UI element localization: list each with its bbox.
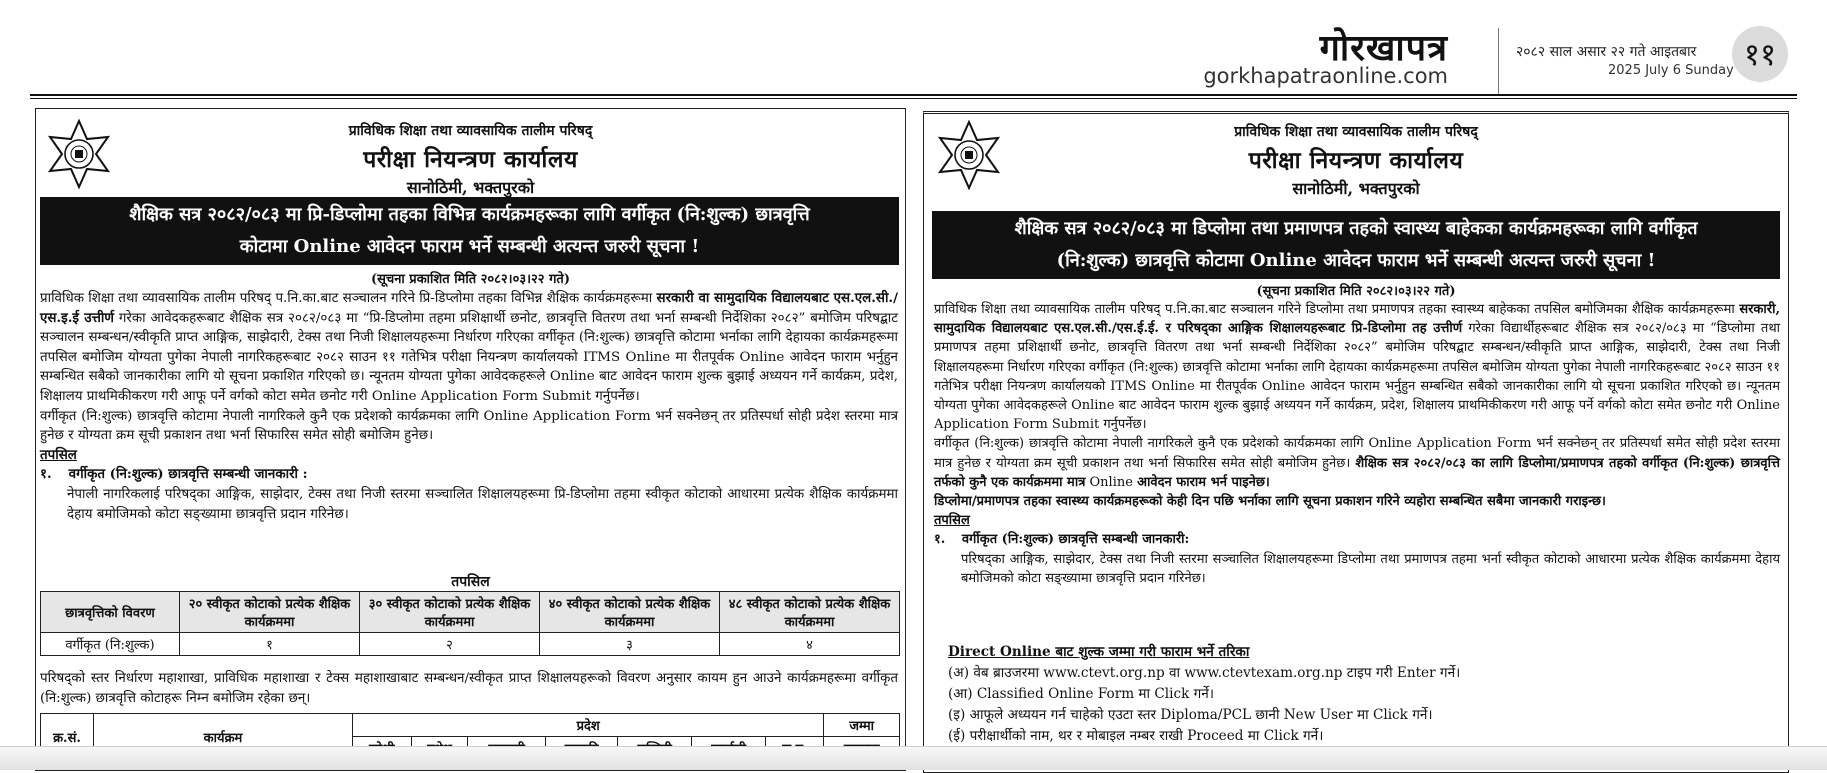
item-1-text: परिषद्का आङ्गिक, साझेदार, टेक्स तथा निजी स्तरमा सञ्चालित शिक्षालयहरूमा डिप्लोमा तथा प्रमाणपत्र तहमा भर्ना स्वीकृत कोटाको आधारमा प्रत्येक शैक्षिक कार्यक्रममा देहाय बमोजिमको कोटा सङ्ख्यामा छात्रवृत्ति प्रदान गरिनेछ। bbox=[961, 551, 1780, 586]
tapasil-heading: तपसिल bbox=[40, 446, 77, 463]
steps-title: Direct Online बाट शुल्क जम्मा गरी फाराम भर्ने तरिका bbox=[948, 644, 1250, 660]
tapasil-heading: तपसिल bbox=[934, 513, 970, 529]
publish-date: (सूचना प्रकाशित मिति २०८२।०३।२२ गते) bbox=[1256, 284, 1456, 299]
item-1-text: नेपाली नागरिकलाई परिषद्का आङ्गिक, साझेदार, टेक्स तथा निजी स्तरमा सञ्चालित शिक्षालयहरूमा प्रि-डिप्लोमा तहमा स्वीकृत कोटाको आधारमा प्रत्येक शैक्षिक कार्यक्रममा देहाय बमोजिमको कोटा सङ्ख्यामा छात्रवृत्ति प्रदान गरिनेछ। bbox=[67, 486, 898, 522]
notice-body bbox=[934, 300, 1780, 588]
publish-date: (सूचना प्रकाशित मिति २०८२।०३।२२ गते) bbox=[371, 272, 570, 287]
table-cell: ४ bbox=[720, 633, 900, 656]
council-name: प्राविधिक शिक्षा तथा व्यावसायिक तालीम परिषद् bbox=[348, 123, 593, 139]
table-header: ४८ स्वीकृत कोटाको प्रत्येक शैक्षिक कार्यक्रममा bbox=[720, 592, 900, 633]
step-item: (अ) वेब ब्राउजरमा www.ctevt.org.np वा www.ctevtexam.org.np टाइप गरी Enter गर्ने। bbox=[948, 665, 1461, 681]
body-paragraph-3: डिप्लोमा/प्रमाणपत्र तहका स्वास्थ्य कार्यक्रमहरूको केही दिन पछि भर्नाका लागि सूचना प्रकाशन गरिने व्यहोरा सम्बन्धित सबैमा जानकारी गराइन्छ। bbox=[934, 494, 1606, 510]
table-cell: वर्गीकृत (नि:शुल्क) bbox=[41, 633, 180, 656]
notice-title-banner bbox=[40, 197, 899, 265]
banner-line-1: शैक्षिक सत्र २०८२/०८३ मा प्रि-डिप्लोमा तहका विभिन्न कार्यक्रमहरूका लागि वर्गीकृत (नि:शुल्क) छात्रवृत्ति bbox=[129, 204, 810, 225]
notice-header bbox=[924, 122, 1788, 199]
masthead-rule-top bbox=[30, 94, 1797, 96]
body-paragraph-2: वर्गीकृत (नि:शुल्क) छात्रवृत्ति कोटामा नेपाली नागरिकले कुनै एक प्रदेशको कार्यक्रमका लागि Online Application Form भर्न सक्नेछन् तर प्रतिस्पर्धा सोही प्रदेश स्तरमा मात्र हुनेछ र योग्यता क्रम सूची प्रकाशन तथा भर्ना सिफारिस समेत सोही बमोजिम हुनेछ। bbox=[40, 408, 898, 444]
step-item: (आ) Classified Online Form मा Click गर्ने। bbox=[948, 686, 1214, 702]
masthead-divider bbox=[1498, 28, 1499, 96]
notice-pre-diploma bbox=[35, 108, 906, 771]
banner-line-1: शैक्षिक सत्र २०८२/०८३ मा डिप्लोमा तथा प्रमाणपत्र तहको स्वास्थ्य बाहेकका कार्यक्रमहरूका लागि वर्गीकृत bbox=[1014, 218, 1698, 239]
body-paragraph-1: प्राविधिक शिक्षा तथा व्यावसायिक तालीम परिषद् प.नि.का.बाट सञ्चालन गरिने डिप्लोमा तथा प्रमाणपत्र तहका स्वास्थ्य बाहेकका तपसिल बमोजिमका शैक्षिक कार्यक्रमहरूमा सरकारी, सामुदायिक विद्यालयबाट एस.एल.सी./एस.ई.ई. र परिषद्का आङ्गिक शिक्षालयहरूबाट प्रि-डिप्लोमा तह उत्तीर्ण गरेका विद्यार्थीहरूबाट शैक्षिक सत्र २०८२/०८३ मा “डिप्लोमा तथा प्रमाणपत्र तहमा प्रशिक्षार्थी छनोट, छात्रवृत्ति वितरण तथा भर्ना सम्बन्धी निर्देशिका २०८२” बमोजिम परिषद्बाट सम्बन्धन/स्वीकृति प्राप्त आङ्गिक, साझेदारी, टेक्स तथा निजी शिक्षालयहरूमा निर्धारण गरिएका वर्गीकृत (नि:शुल्क) छात्रवृत्ति कोटामा भर्नाका लागि देहायका कार्यक्रमहरूमा तपसिल बमोजिम योग्यता पुगेका नेपाली नागरिकहरूबाट २०८२ साउन ११ गतेभित्र परीक्षा नियन्त्रण कार्यालयको ITMS Online मा रीतपूर्वक Online आवेदन फाराम भर्नुहुन सम्बन्धित सबैको जानकारीका लागि यो सूचना प्रकाशित गरिएको छ। न्यूनतम योग्यता पुगेका आवेदकहरूले Online बाट आवेदन फाराम शुल्क बुझाई अध्ययन गर्ने कार्यक्रम, प्रदेश, शिक्षालय प्राथमिकीकरण गरी आफू पर्ने वर्गको कोटा समेत छनोट गरी Online Application Form Submit गर्नुपर्नेछ। bbox=[934, 302, 1780, 433]
date-nepali: २०८२ साल असार २२ गते आइतबार bbox=[1516, 44, 1697, 60]
notice-header bbox=[36, 121, 905, 198]
table-header: छात्रवृत्तिको विवरण bbox=[41, 592, 180, 633]
office-location: सानोठिमी, भक्तपुरको bbox=[1292, 179, 1420, 198]
notice-title-banner bbox=[932, 211, 1780, 279]
masthead-rule-bottom bbox=[30, 98, 1797, 99]
newspaper-website: gorkhapatraonline.com bbox=[1203, 64, 1448, 88]
office-location: सानोठिमी, भक्तपुरको bbox=[406, 178, 535, 197]
step-item: (ई) परीक्षार्थीको नाम, थर र मोबाइल नम्बर राखी Proceed मा Click गर्ने। bbox=[948, 728, 1324, 744]
table-header-province: प्रदेश bbox=[353, 714, 824, 737]
table-header-sn: क्र.सं. bbox=[41, 714, 94, 760]
banner-line-2: (नि:शुल्क) छात्रवृत्ति कोटामा Online आवेदन फाराम भर्ने सम्बन्धी अत्यन्त जरुरी सूचना ! bbox=[1056, 250, 1656, 271]
body-paragraph-2: वर्गीकृत (नि:शुल्क) छात्रवृत्ति कोटामा नेपाली नागरिकले कुनै एक प्रदेशको कार्यक्रमका लागि Online Application Form भर्न सक्नेछन् तर प्रतिस्पर्धा समेत सोही प्रदेश स्तरमा मात्र हुनेछ र योग्यता क्रम सूची प्रकाशन तथा भर्ना सिफारिस समेत सोही बमोजिम हुनेछ। शैक्षिक सत्र २०८२/०८३ का लागि डिप्लोमा/प्रमाणपत्र तहको वर्गीकृत (नि:शुल्क) छात्रवृत्ति तर्फको कुनै एक कार्यक्रममा मात्र Online आवेदन फाराम भर्न पाइनेछ। bbox=[934, 436, 1781, 490]
office-name: परीक्षा नियन्त्रण कार्यालय bbox=[363, 146, 578, 173]
council-name: प्राविधिक शिक्षा तथा व्यावसायिक तालीम परिषद् bbox=[1234, 124, 1478, 140]
office-name: परीक्षा नियन्त्रण कार्यालय bbox=[1248, 147, 1464, 174]
viewer-bottom-bar bbox=[0, 746, 1827, 770]
table-cell: १ bbox=[180, 633, 360, 656]
item-1-heading: १. वर्गीकृत (नि:शुल्क) छात्रवृत्ति सम्बन्धी जानकारी : bbox=[40, 466, 308, 483]
table-header-total: जम्मा bbox=[824, 714, 900, 737]
body-paragraph-3: परिषद्को स्तर निर्धारण महाशाखा, प्राविधिक महाशाखा र टेक्स महाशाखाबाट सम्बन्धन/स्वीकृत प्राप्त शिक्षालयहरूको विवरण अनुसार कायम हुन आउने कार्यक्रमहरूमा वर्गीकृत (नि:शुल्क) छात्रवृत्ति कोटाहरू निम्न बमोजिम रहेका छन्। bbox=[40, 671, 898, 706]
date-english: 2025 July 6 Sunday bbox=[1608, 63, 1734, 78]
table-header: ४० स्वीकृत कोटाको प्रत्येक शैक्षिक कार्यक्रममा bbox=[540, 592, 720, 633]
table-header: ३० स्वीकृत कोटाको प्रत्येक शैक्षिक कार्यक्रममा bbox=[360, 592, 540, 633]
table-header: २० स्वीकृत कोटाको प्रत्येक शैक्षिक कार्यक्रममा bbox=[180, 592, 360, 633]
banner-line-2: कोटामा Online आवेदन फाराम भर्ने सम्बन्धी अत्यन्त जरुरी सूचना ! bbox=[239, 236, 700, 257]
table-cell: ३ bbox=[540, 633, 720, 656]
newspaper-name: गोरखापत्र bbox=[1319, 28, 1448, 69]
body-paragraph-1: प्राविधिक शिक्षा तथा व्यावसायिक तालीम परिषद् प.नि.का.बाट सञ्चालन गरिने प्रि-डिप्लोमा तहका विभिन्न शैक्षिक कार्यक्रमहरूमा सरकारी वा सामुदायिक विद्यालयबाट एस.एल.सी./एस.इ.ई उत्तीर्ण गरेका आवेदकहरूबाट शैक्षिक सत्र २०८२/०८३ मा “प्रि-डिप्लोमा तहमा प्रशिक्षार्थी छनोट, छात्रवृत्ति वितरण तथा भर्ना सम्बन्धी निर्देशिका २०८२” बमोजिम परिषद्बाट सञ्चालन सम्बन्धन/स्वीकृति प्राप्त आङ्गिक, साझेदारी, टेक्स तथा निजी शिक्षालयहरूमा निर्धारण गरिएका वर्गीकृत (नि:शुल्क) छात्रवृत्ति कोटामा भर्नाका लागि देहायका कार्यक्रमहरूमा तपसिल बमोजिम योग्यता पुगेका नेपाली नागरिकहरूबाट २०८२ साउन ११ गतेभित्र परीक्षा नियन्त्रण कार्यालयको ITMS Online मा रीतपूर्वक Online आवेदन फाराम भर्नुहुन सम्बन्धित सबैको जानकारीका लागि यो सूचना प्रकाशित गरिएको छ। न्यूनतम योग्यता पुगेका आवेदकहरूले Online बाट आवेदन फाराम शुल्क बुझाई अध्ययन गर्ने कार्यक्रम, प्रदेश, शिक्षालय प्राथमिकीकरण गरी आफू पर्ने वर्गको कोटा समेत छनोट गरी Online Application Form Submit गर्नुपर्नेछ। bbox=[40, 290, 898, 404]
table-row bbox=[41, 633, 900, 656]
quota-table bbox=[40, 591, 900, 656]
table-caption: तपसिल bbox=[451, 574, 490, 590]
table-header-program: कार्यक्रम bbox=[94, 714, 353, 760]
online-steps bbox=[948, 642, 1768, 747]
step-item: (इ) आफूले अध्ययन गर्न चाहेको एउटा स्तर Diploma/PCL छानी New User मा Click गर्ने। bbox=[948, 707, 1433, 723]
notice-body bbox=[40, 289, 898, 524]
page-number: ११ bbox=[1732, 26, 1788, 82]
table-cell: २ bbox=[360, 633, 540, 656]
item-1-heading: १. वर्गीकृत (नि:शुल्क) छात्रवृत्ति सम्बन्धी जानकारी: bbox=[934, 532, 1190, 548]
notice-diploma-pcl bbox=[923, 111, 1789, 773]
